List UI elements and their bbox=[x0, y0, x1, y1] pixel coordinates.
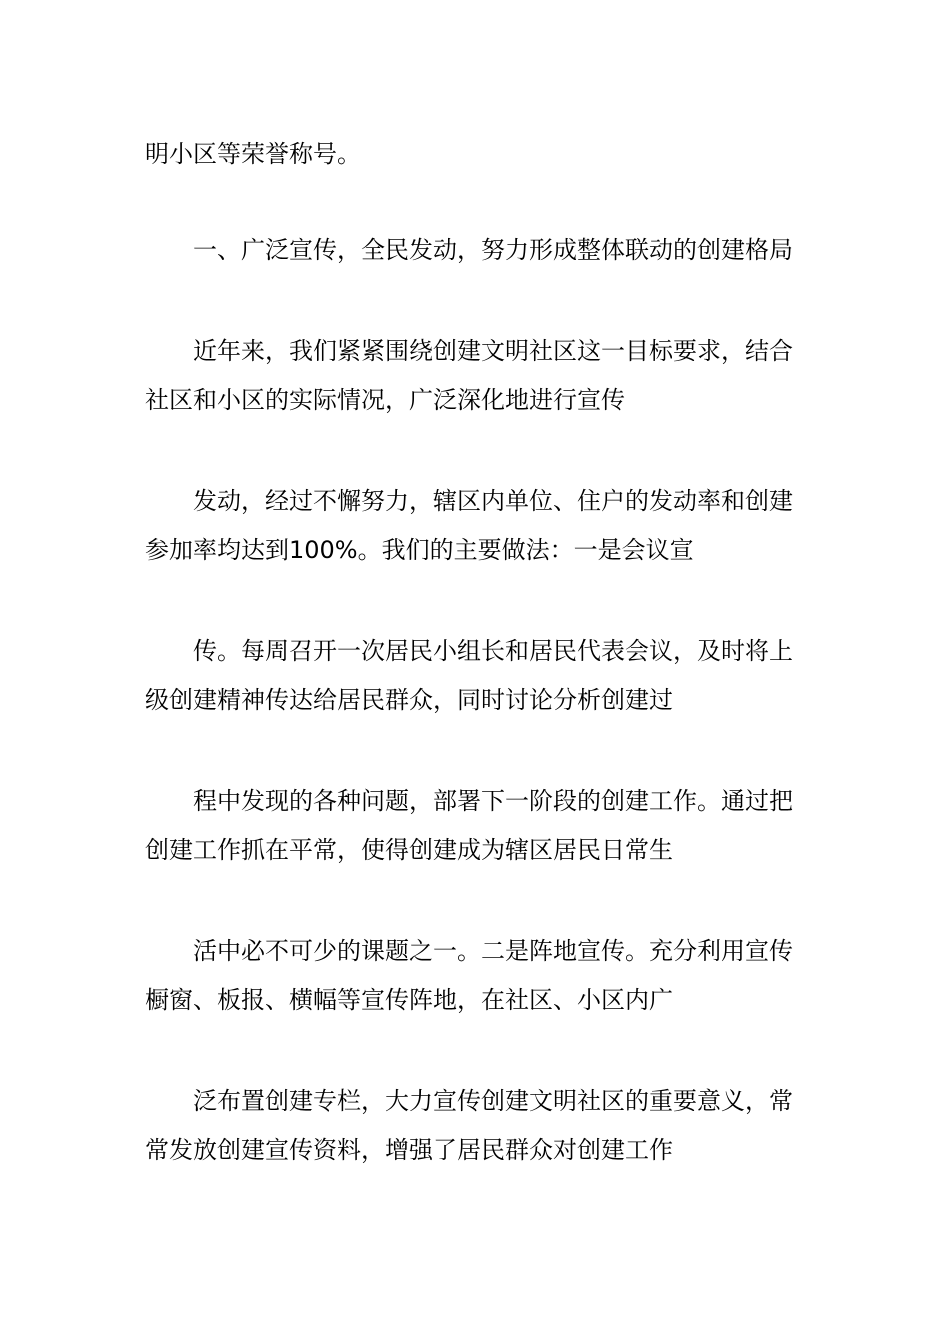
text-line: 橱窗、板报、横幅等宣传阵地，在社区、小区内广 bbox=[145, 986, 673, 1014]
text-line: 活中必不可少的课题之一。二是阵地宣传。充分利用宣传 bbox=[193, 937, 793, 965]
text-line: 创建工作抓在平常，使得创建成为辖区居民日常生 bbox=[145, 836, 673, 864]
text-line: 常发放创建宣传资料，增强了居民群众对创建工作 bbox=[145, 1136, 673, 1164]
text-line: 参加率均达到100%。我们的主要做法：一是会议宣 bbox=[145, 536, 694, 564]
text-line: 传。每周召开一次居民小组长和居民代表会议，及时将上 bbox=[193, 637, 793, 665]
text-line: 级创建精神传达给居民群众，同时讨论分析创建过 bbox=[145, 686, 673, 714]
text-line: 明小区等荣誉称号。 bbox=[145, 140, 361, 168]
text-line: 发动，经过不懈努力，辖区内单位、住户的发动率和创建 bbox=[193, 487, 793, 515]
text-line: 近年来，我们紧紧围绕创建文明社区这一目标要求，结合 bbox=[193, 337, 793, 365]
text-line: 社区和小区的实际情况，广泛深化地进行宣传 bbox=[145, 386, 625, 414]
section-heading: 一、广泛宣传，全民发动，努力形成整体联动的创建格局 bbox=[193, 236, 793, 264]
text-line: 程中发现的各种问题，部署下一阶段的创建工作。通过把 bbox=[193, 787, 793, 815]
text-line: 泛布置创建专栏，大力宣传创建文明社区的重要意义，常 bbox=[193, 1087, 793, 1115]
